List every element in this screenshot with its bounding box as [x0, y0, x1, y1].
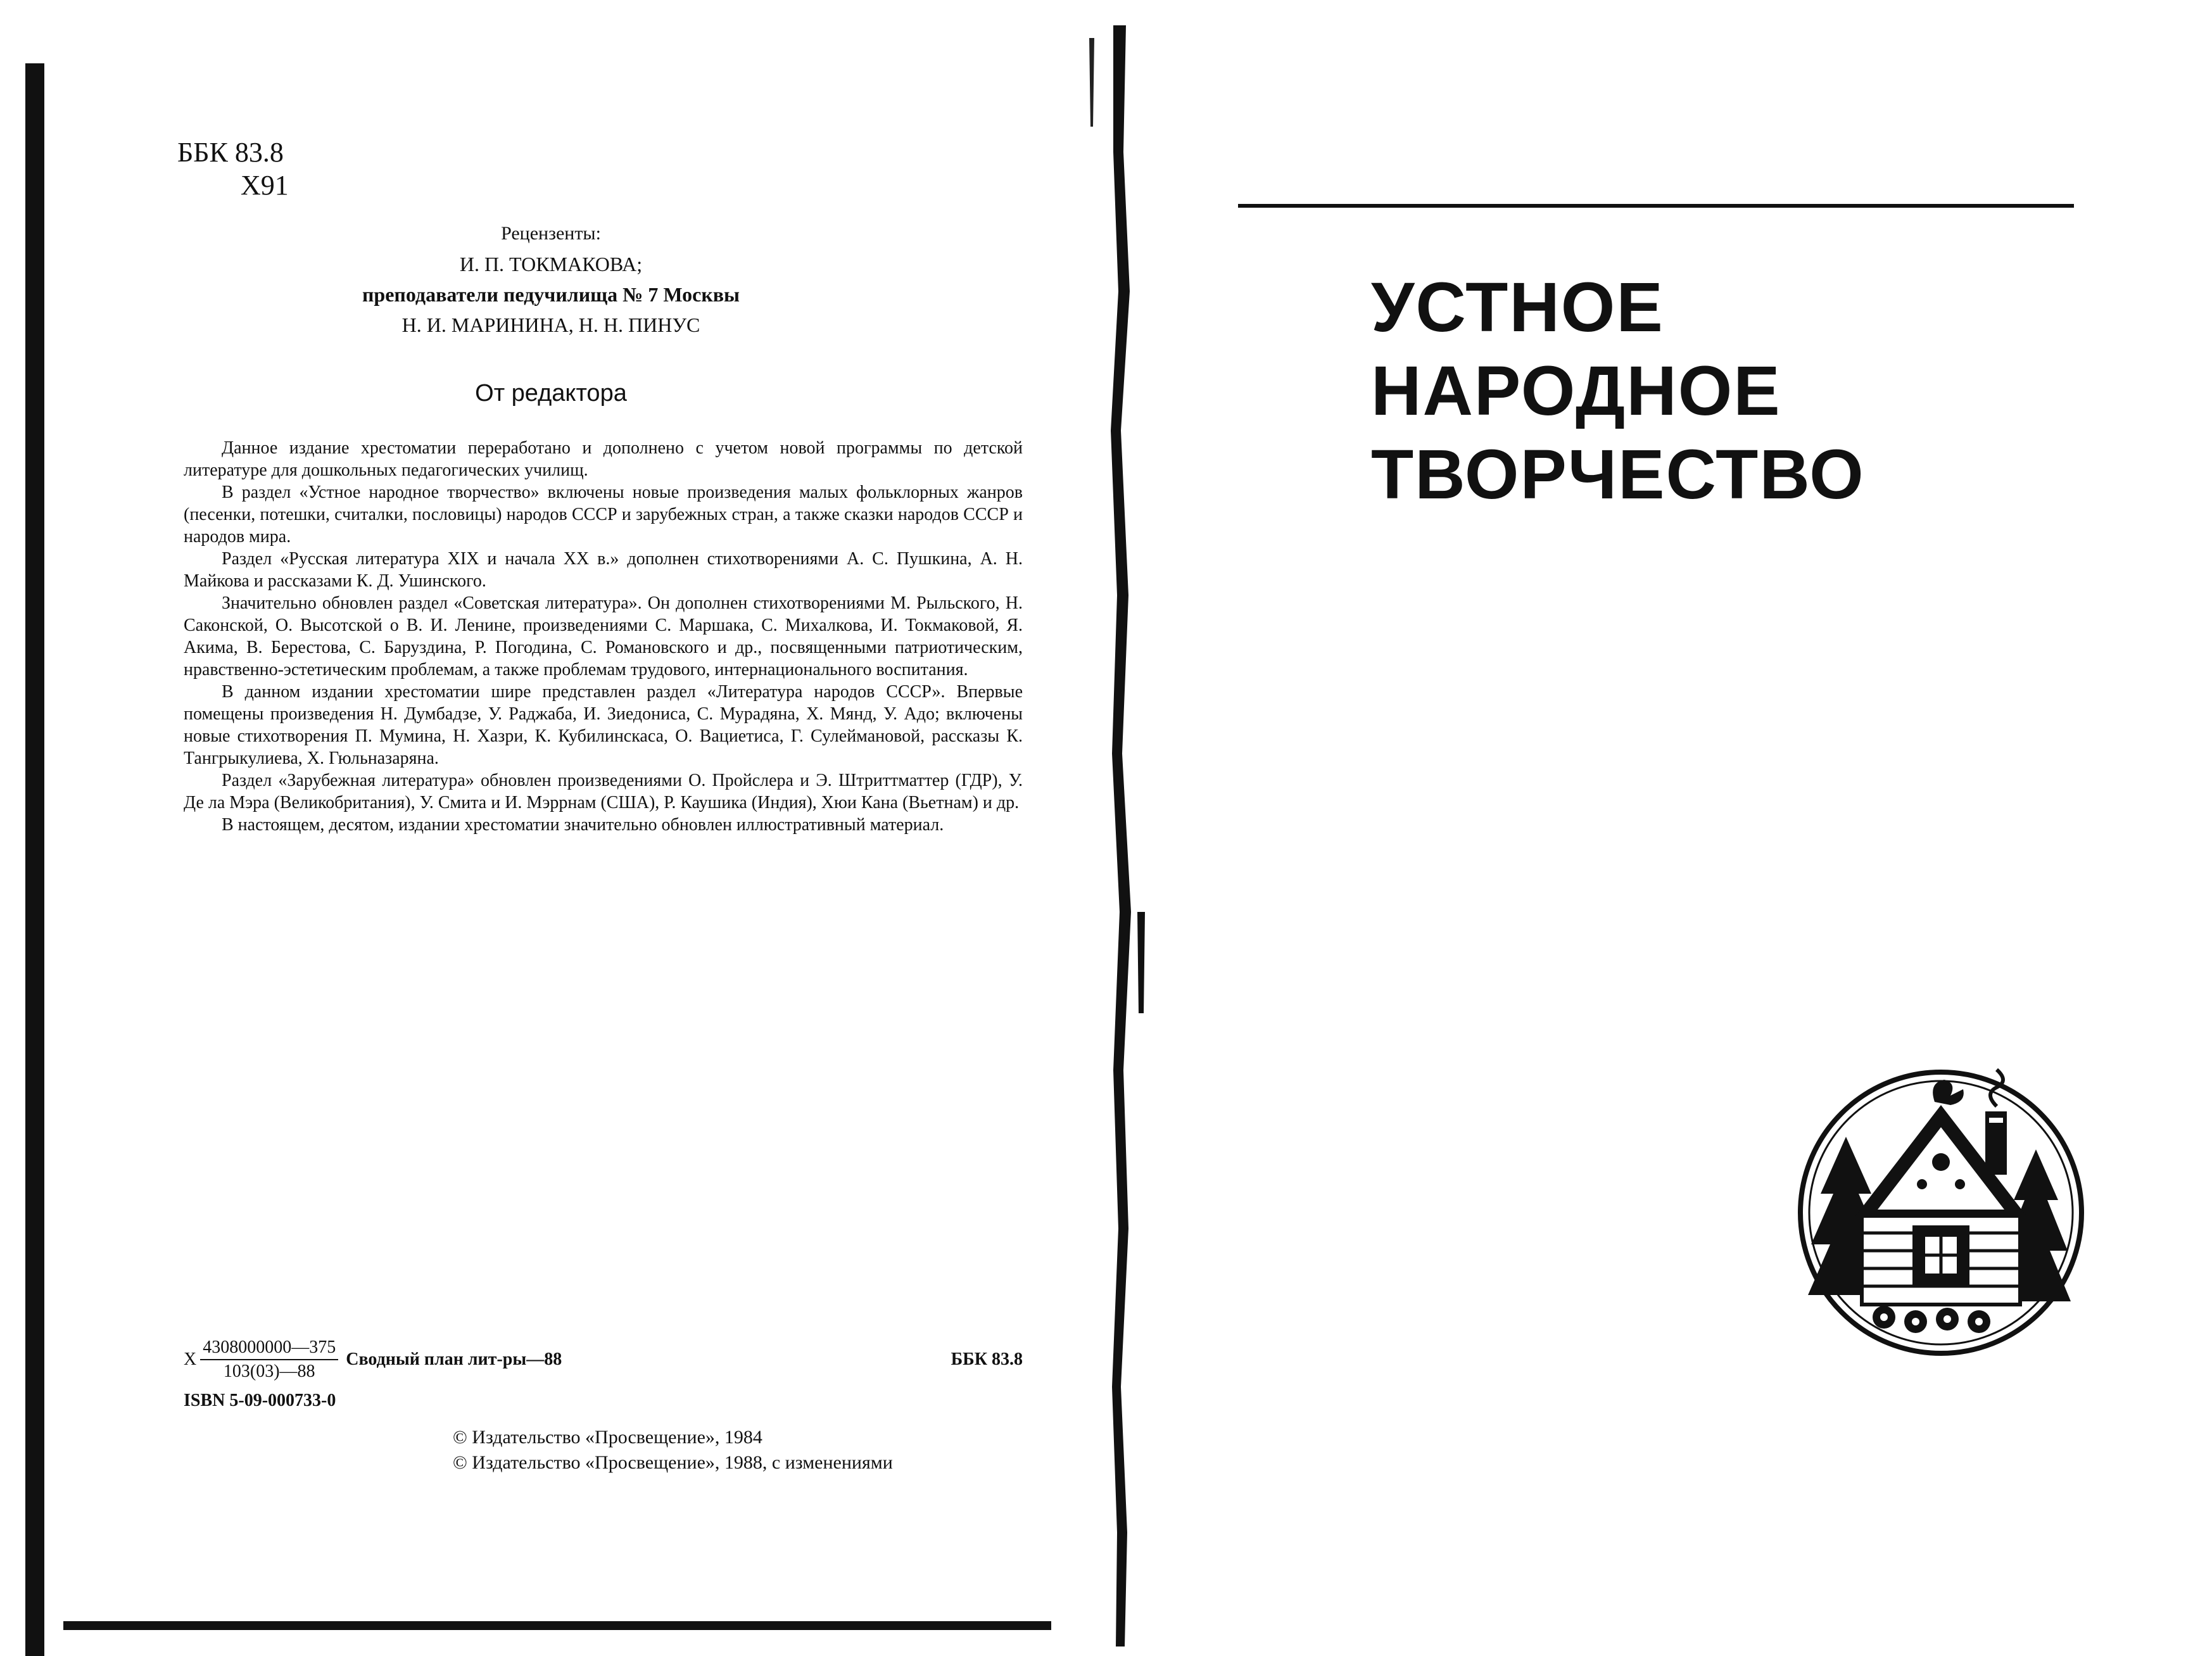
reviewer-college: преподаватели педучилища № 7 Москвы [362, 283, 740, 306]
book-title [1371, 266, 1865, 517]
catalog-denominator: 103(03)—88 [223, 1362, 315, 1381]
catalog-fraction [200, 1336, 338, 1383]
copyright-line: © Издательство «Просвещение», 1988, с изменениями [453, 1452, 893, 1473]
copyright-line: © Издательство «Просвещение», 1984 [453, 1427, 762, 1448]
bbk-classification [177, 136, 289, 202]
title-line: НАРОДНОЕ [1371, 352, 1781, 430]
editor-paragraph: Данное издание хрестоматии переработано и дополнено с учетом новой программы по детской литературе для дошкольных педагогических училищ. [184, 438, 1023, 480]
editor-paragraph: Раздел «Русская литература XIX и начала XX в.» дополнен стихотворениями А. С. Пушкина, А. Н. Майкова и рассказами К. Д. Ушинского. [184, 549, 1023, 591]
folk-house-emblem-icon [1795, 1067, 2087, 1358]
author-mark: Х91 [241, 170, 289, 201]
bbk-code: ББК 83.8 [177, 137, 284, 168]
editor-heading: От редактора [475, 380, 627, 407]
editor-paragraph: Значительно обновлен раздел «Советская литература». Он дополнен стихотворениями М. Рыльского, Н. Саконской, О. Высотской о В. И. Ленине, произведениями С. Маршака, С. Михалкова, И. Токмаковой, Я. Акима, В. Берестова, С. Баруздина, Р. Погодина, С. Романовского и др., посвященными патриотическим, нравственно-эстетическим проблемам, а также проблемам трудового, интернационального воспитания. [184, 593, 1023, 679]
editor-paragraph: В настоящем, десятом, издании хрестоматии значительно обновлен иллюстративный материал. [222, 815, 944, 835]
editor-paragraph: В раздел «Устное народное творчество» включены новые произведения малых фольклорных жанров (песенки, потешки, считалки, пословицы) народов СССР и зарубежных стран, а также сказки народов СССР и народов мира. [184, 483, 1023, 547]
copyright-block [453, 1425, 1023, 1476]
catalog-letter: Х [184, 1349, 197, 1369]
catalog-numerator: 4308000000—375 [200, 1336, 338, 1360]
reviewer-names: Н. И. МАРИНИНА, Н. Н. ПИНУС [401, 313, 700, 336]
editor-note [184, 437, 1023, 836]
bbk-code-bottom: ББК 83.8 [951, 1349, 1023, 1369]
catalog-code [184, 1336, 562, 1383]
editor-paragraph: В данном издании хрестоматии шире представлен раздел «Литература народов СССР». Впервые помещены произведения Н. Думбадзе, У. Раджаба, И. Зиедониса, С. Мурадяна, Х. Мянд, У. Адо; включены новые стихотворения П. Мумина, Н. Хазри, К. Кубилинскаса, О. Вациетиса, Г. Сулеймановой, рассказы К. Тангрыкулиева, Х. Гюльназаряна. [184, 682, 1023, 768]
reviewer-tokmakova: И. П. ТОКМАКОВА; [459, 253, 643, 275]
isbn: ISBN 5-09-000733-0 [184, 1391, 336, 1410]
title-line: ТВОРЧЕСТВО [1371, 436, 1865, 514]
title-rule [1238, 204, 2074, 208]
book-gutter-shadow [1077, 25, 1165, 1647]
scan-edge-shadow [25, 63, 44, 1656]
title-line: УСТНОЕ [1371, 269, 1664, 346]
publishing-plan: Сводный план лит-ры—88 [346, 1349, 562, 1369]
reviewers-label: Рецензенты: [501, 223, 601, 244]
reviewers-block [234, 218, 868, 340]
scan-bottom-edge [63, 1621, 1051, 1630]
editor-paragraph: Раздел «Зарубежная литература» обновлен произведениями О. Пройслера и Э. Штриттматтер (ГДР), У. Де ла Мэра (Великобритания), У. Смита и И. Мэррнам (США), Р. Каушика (Индия), Хюи Кана (Вьетнам) и др. [184, 771, 1023, 812]
publication-codes [184, 1336, 1023, 1412]
